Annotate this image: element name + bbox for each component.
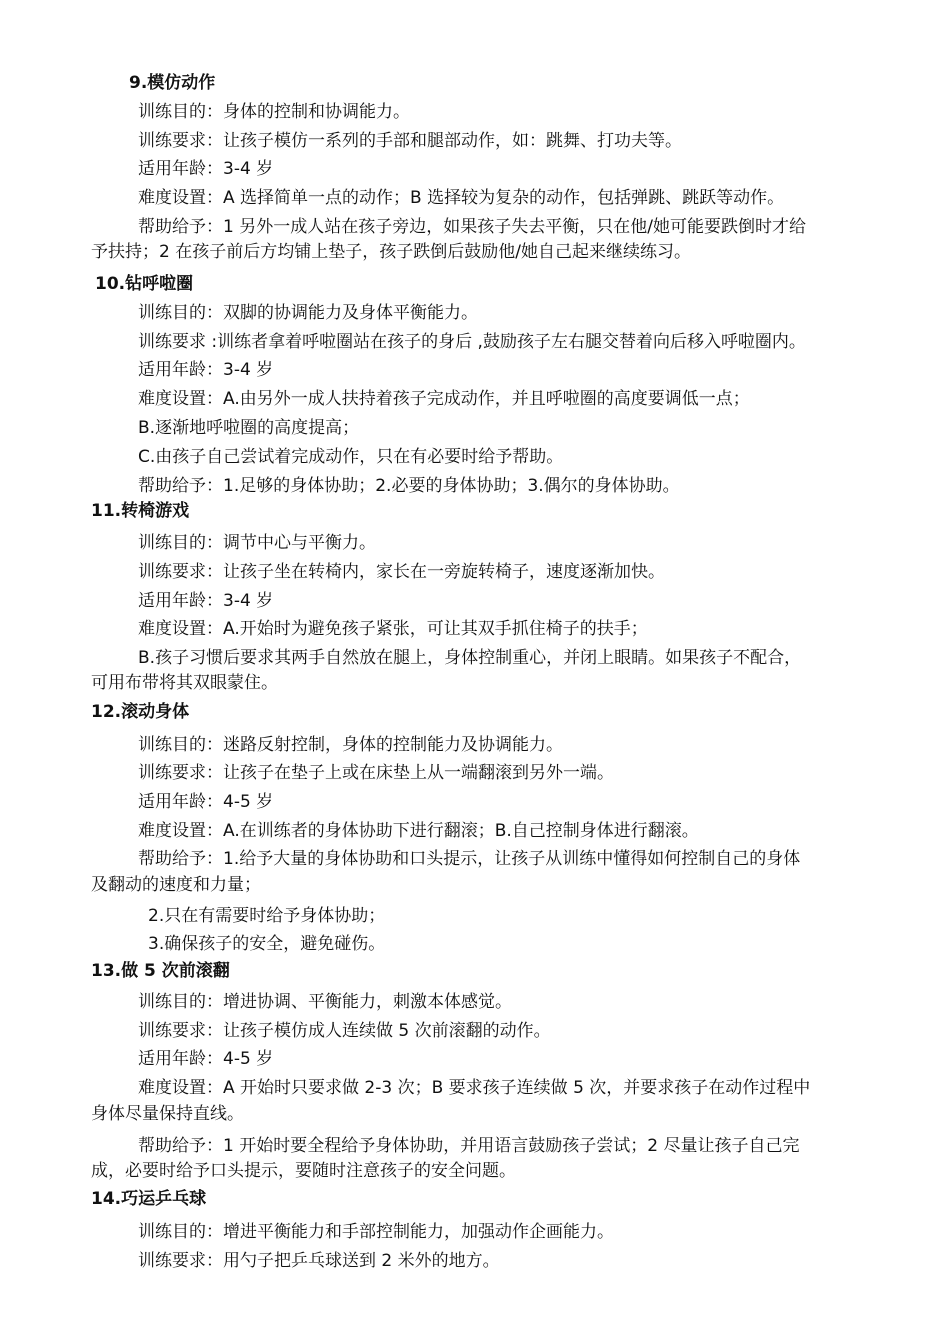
difficulty-setting-continued: 身体尽量保持直线。 — [91, 1104, 244, 1124]
training-requirement: 训练要求 :训练者拿着呼啦圈站在孩子的身后 ,鼓励孩子左右腿交替着向后移入呼啦圈内。 — [138, 332, 806, 352]
difficulty-setting: 难度设置：A 选择简单一点的动作；B 选择较为复杂的动作，包括弹跳、跳跃等动作。 — [138, 188, 785, 208]
difficulty-option: B.逐渐地呼啦圈的高度提高； — [138, 418, 360, 438]
difficulty-option: C.由孩子自己尝试着完成动作，只在有必要时给予帮助。 — [138, 447, 564, 467]
section-title: 14.巧运乒乓球 — [91, 1189, 207, 1209]
section-title: 13.做 5 次前滚翻 — [91, 961, 230, 981]
training-purpose: 训练目的：迷路反射控制，身体的控制能力及协调能力。 — [138, 735, 563, 755]
section-title: 9.模仿动作 — [129, 73, 216, 93]
help-given-item: 3.确保孩子的安全，避免碰伤。 — [148, 934, 386, 954]
difficulty-setting: 难度设置：A.由另外一成人扶持着孩子完成动作，并且呼啦圈的高度要调低一点； — [138, 389, 750, 409]
help-given-continued: 予扶持；2 在孩子前后方均铺上垫子，孩子跌倒后鼓励他/她自己起来继续练习。 — [91, 242, 691, 262]
applicable-age: 适用年龄：4-5 岁 — [138, 792, 274, 812]
difficulty-setting: 难度设置：A.开始时为避免孩子紧张，可让其双手抓住椅子的扶手； — [138, 619, 648, 639]
help-given-continued: 成，必要时给予口头提示，要随时注意孩子的安全问题。 — [91, 1161, 516, 1181]
help-given-continued: 及翻动的速度和力量； — [91, 875, 261, 895]
help-given: 帮助给予：1.给予大量的身体协助和口头提示，让孩子从训练中懂得如何控制自己的身体 — [138, 849, 801, 869]
section-title: 11.转椅游戏 — [91, 501, 190, 521]
training-requirement: 训练要求：让孩子模仿成人连续做 5 次前滚翻的动作。 — [138, 1021, 551, 1041]
difficulty-option: B.孩子习惯后要求其两手自然放在腿上，身体控制重心，并闭上眼睛。如果孩子不配合， — [138, 648, 802, 668]
training-purpose: 训练目的：双脚的协调能力及身体平衡能力。 — [138, 303, 478, 323]
training-purpose: 训练目的：增进协调、平衡能力，刺激本体感觉。 — [138, 992, 512, 1012]
training-purpose: 训练目的：增进平衡能力和手部控制能力，加强动作企画能力。 — [138, 1222, 614, 1242]
help-given: 帮助给予：1 另外一成人站在孩子旁边，如果孩子失去平衡，只在他/她可能要跌倒时才给 — [138, 217, 806, 237]
help-given-item: 2.只在有需要时给予身体协助； — [148, 906, 386, 926]
difficulty-setting: 难度设置：A 开始时只要求做 2-3 次；B 要求孩子连续做 5 次，并要求孩子在动作过程中 — [138, 1078, 811, 1098]
difficulty-setting: 难度设置：A.在训练者的身体协助下进行翻滚；B.自己控制身体进行翻滚。 — [138, 821, 699, 841]
training-requirement: 训练要求：让孩子模仿一系列的手部和腿部动作，如：跳舞、打功夫等。 — [138, 131, 682, 151]
applicable-age: 适用年龄：3-4 岁 — [138, 591, 274, 611]
training-requirement: 训练要求：让孩子在垫子上或在床垫上从一端翻滚到另外一端。 — [138, 763, 614, 783]
training-requirement: 训练要求：用勺子把乒乓球送到 2 米外的地方。 — [138, 1251, 500, 1271]
difficulty-option-continued: 可用布带将其双眼蒙住。 — [91, 673, 278, 693]
applicable-age: 适用年龄：3-4 岁 — [138, 159, 274, 179]
section-title: 10.钻呼啦圈 — [95, 274, 194, 294]
training-purpose: 训练目的：调节中心与平衡力。 — [138, 533, 376, 553]
help-given: 帮助给予：1.足够的身体协助；2.必要的身体协助；3.偶尔的身体协助。 — [138, 476, 680, 496]
applicable-age: 适用年龄：3-4 岁 — [138, 360, 274, 380]
section-title: 12.滚动身体 — [91, 702, 190, 722]
training-purpose: 训练目的：身体的控制和协调能力。 — [138, 102, 410, 122]
training-requirement: 训练要求：让孩子坐在转椅内，家长在一旁旋转椅子，速度逐渐加快。 — [138, 562, 665, 582]
applicable-age: 适用年龄：4-5 岁 — [138, 1049, 274, 1069]
help-given: 帮助给予：1 开始时要全程给予身体协助，并用语言鼓励孩子尝试；2 尽量让孩子自己完 — [138, 1136, 800, 1156]
